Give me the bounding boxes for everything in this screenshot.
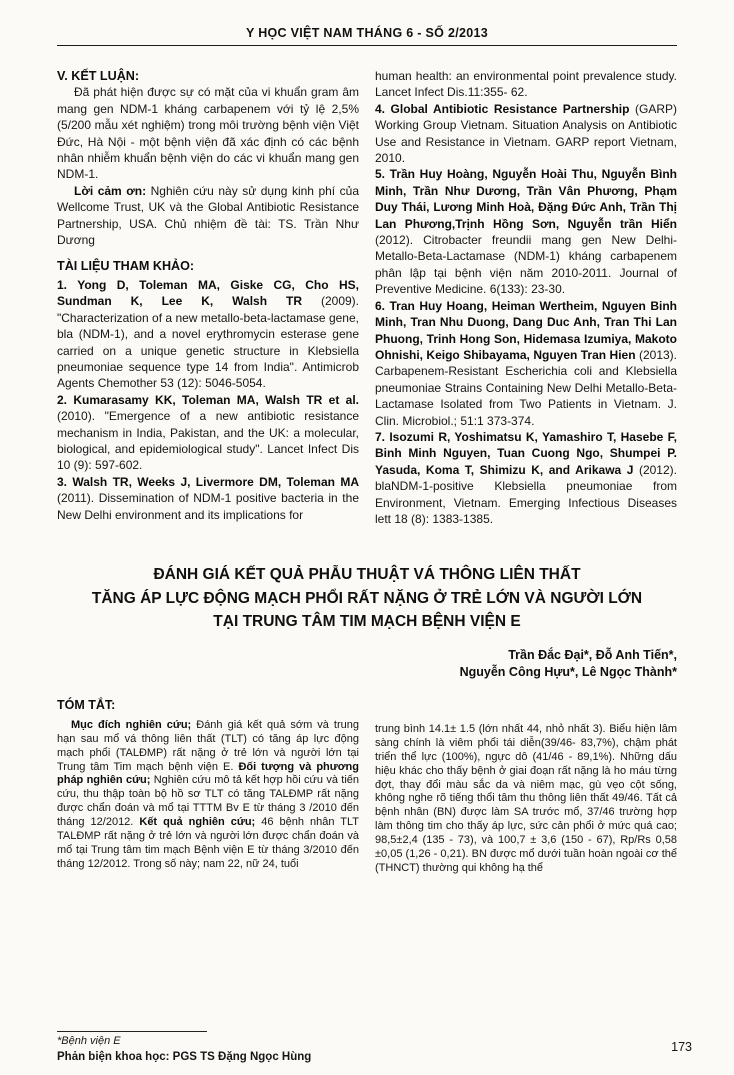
article-title-line-2: TĂNG ÁP LỰC ĐỘNG MẠCH PHỔI RẤT NẶNG Ở TRẺ LỚN VÀ NGƯỜI LỚN (91, 589, 643, 607)
reviewer-note: Phản biện khoa học: PGS TS Đặng Ngọc Hùng (57, 1051, 312, 1063)
conclusion-paragraph: Đã phát hiện được sự có mặt của vi khuẩn gram âm mang gen NDM-1 kháng carbapenem với tỷ lệ 2,5% (5/200 mẫu xét nghiệm) trong môi trường bệnh viện Việt Đức, Hà Nội - một bệnh viện đã xác định có các bệnh nhân nhiễm khuẩn bệnh viện do các vi khuẩn mang gen NDM-1. (57, 85, 359, 182)
reference-item-3: 3. Walsh TR, Weeks J, Livermore DM, Toleman MA (2011). Dissemination of NDM-1 positive bacteria in the New Delhi environment and its implications for (57, 474, 359, 522)
reference-item-6: 6. Tran Huy Hoang, Heiman Wertheim, Nguyen Binh Minh, Tran Nhu Duong, Dang Duc Anh, Tran Thi Lan Phuong, Trinh Hong Son, Hidemasa Izumiya, Makoto Ohnishi, Keigo Shibayama, Nguyen Tran Hien (2013). Carbapenem-Resistant Escherichia coli and Klebsiella pneumoniae Strains Containing New Delhi Metallo-Beta-Lactamase Isolated from Two Patients in Vietnam. J. Clin. Microbiol.; 51:1 373-374. (375, 298, 677, 428)
abstract-left-text: Mục đích nghiên cứu; Đánh giá kết quả sớm và trung hạn sau mổ vá thông liên thất (TLT) có tăng áp lực động mạch phổi (TALĐMP) rất nặng ở trẻ lớn và người lớn tại Trung tâm Tim mạch bệnh viện E. Đối tượng và phương pháp nghiên cứu; Nghiên cứu mô tả kết hợp hồi cứu và tiến cứu, thu thập toàn bộ hồ sơ TLT có tăng TALĐMP rất nặng được chẩn đoán và mổ tại TTTM Bv E từ tháng 3 /2010 đến tháng 12/2012. Kết quả nghiên cứu; 46 bệnh nhân TLT TALĐMP rất nặng ở trẻ lớn và người lớn được chẩn đoán và mổ tại Trung tâm tim mạch Bệnh viện E từ tháng 3/2010 đến tháng 12/2012. Trong số này; nam 22, nữ 24, tuổi (57, 718, 359, 870)
article-header (57, 563, 677, 682)
abstract-right-column (375, 699, 677, 876)
reference-item-1: 1. Yong D, Toleman MA, Giske CG, Cho HS, Sundman K, Lee K, Walsh TR (2009). "Characterization of a new metallo-beta-lactamase gene, bla (NDM-1), and a novel erythromycin esterase gene carried on a unique genetic structure in Klebsiella pneumoniae sequence type 14 from India". Antimicrob Agents Chemother 53 (12): 5046-5054. (57, 277, 360, 391)
right-column (375, 68, 677, 527)
abstract-heading: TÓM TẮT: (57, 697, 116, 712)
journal-title: Y HỌC VIỆT NAM THÁNG 6 - SỐ 2/2013 (246, 26, 488, 40)
references-heading: TÀI LIỆU THAM KHẢO: (57, 259, 195, 274)
abstract-right-text: trung bình 14.1± 1.5 (lớn nhất 44, nhỏ nhất 3). Biểu hiện lâm sàng chính là viêm phổi tái diễn(39/46- 83,7%), chậm phát triển thể lực (100%), ngực dô (41/46 - 89,1%). Những dấu hiệu khác cho thấy bệnh ở giai đoạn rất nặng là ho máu từng đợt, thay đổi màu sắc da và niêm mạc, gù vẹo cột sống, không nghe rõ tiếng thổi tâm thu thông liên thất 49/46. Tất cả bệnh nhân (BN) được làm SA trước mổ, 37/46 trường hợp làm thông tim cho thấy áp lực, sức cản phổi ở mức quá cao; 98,5±2,4 (135 - 73), và 100,7 ± 3,6 (150 - 67), Rp/Rs 0,58 ±0,05 (1,26 - 0,21). BN được mổ dưới tuần hoàn ngoài cơ thể (THNCT) thường qui không hạ thể (375, 722, 677, 874)
acknowledgement-paragraph: Lời cảm ơn: Nghiên cứu này sử dụng kinh phí của Wellcome Trust, UK và the Global Antibiotic Resistance Partnership, USA. Chủ nhiệm đề tài: TS. Trần Như Dương (57, 183, 359, 248)
page-footer (57, 1031, 692, 1063)
header-rule (57, 45, 677, 46)
author-line-1: Trần Đắc Đại*, Đỗ Anh Tiến*, (508, 647, 677, 662)
reference-item-5: 5. Trần Huy Hoàng, Nguyễn Hoài Thu, Nguyễn Bình Minh, Trần Như Dương, Trần Vân Phương, Phạm Duy Thái, Lương Minh Hoà, Đặng Đức Anh, Trần Thị Lan Phương,Trịnh Hồng Sơn, Nguyễn trần Hiển (2012). Citrobacter freundii mang gen New Delhi-Metallo-Beta-Lactamase (NDM-1) kháng carbapenem phân lập tại bệnh viện năm 2010-2011. Journal of Preventive Medicine. 6(133): 23-30. (375, 167, 677, 297)
footnote-rule (57, 1031, 207, 1032)
left-column (57, 68, 359, 527)
page-header (57, 26, 677, 46)
conclusion-heading: V. KẾT LUẬN: (57, 69, 140, 83)
abstract-section (57, 699, 677, 876)
affiliation-footnote: *Bệnh viện E (57, 1035, 121, 1047)
page-number: 173 (671, 1040, 692, 1054)
author-line-2: Nguyễn Công Hựu*, Lê Ngọc Thành* (459, 665, 677, 680)
reference-continuation: human health: an environmental point prevalence study. Lancet Infect Dis.11:355- 62. (375, 69, 677, 100)
reference-item-4: 4. Global Antibiotic Resistance Partnership (GARP) Working Group Vietnam. Situation Analysis on Antibiotic Use and Resistance in Vietnam. GARP report Vietnam, 2010. (375, 101, 677, 166)
reference-item-2: 2. Kumarasamy KK, Toleman MA, Walsh TR et al. (2010). "Emergence of a new antibiotic resistance mechanism in India, Pakistan, and the UK: a molecular, biological, and epidemiological study". Lancet Infect Dis 10 (9): 597-602. (57, 392, 359, 473)
article-title-line-3: TẠI TRUNG TÂM TIM MẠCH BỆNH VIỆN E (213, 613, 521, 631)
abstract-left-column (57, 699, 359, 876)
reference-item-7: 7. Isozumi R, Yoshimatsu K, Yamashiro T, Hasebe F, Binh Minh Nguyen, Tuan Cuong Ngo, Shumpei P. Yasuda, Koma T, Shimizu K, and Arikawa J (2012). blaNDM-1-positive Klebsiella pneumoniae from Environment, Vietnam. Emerging Infectious Diseases lett 18 (8): 1383-1385. (375, 429, 677, 526)
article-title-line-1: ĐÁNH GIÁ KẾT QUẢ PHẪU THUẬT VÁ THÔNG LIÊN THẤT (153, 566, 581, 584)
article-authors (57, 647, 677, 682)
references-section (57, 68, 677, 527)
